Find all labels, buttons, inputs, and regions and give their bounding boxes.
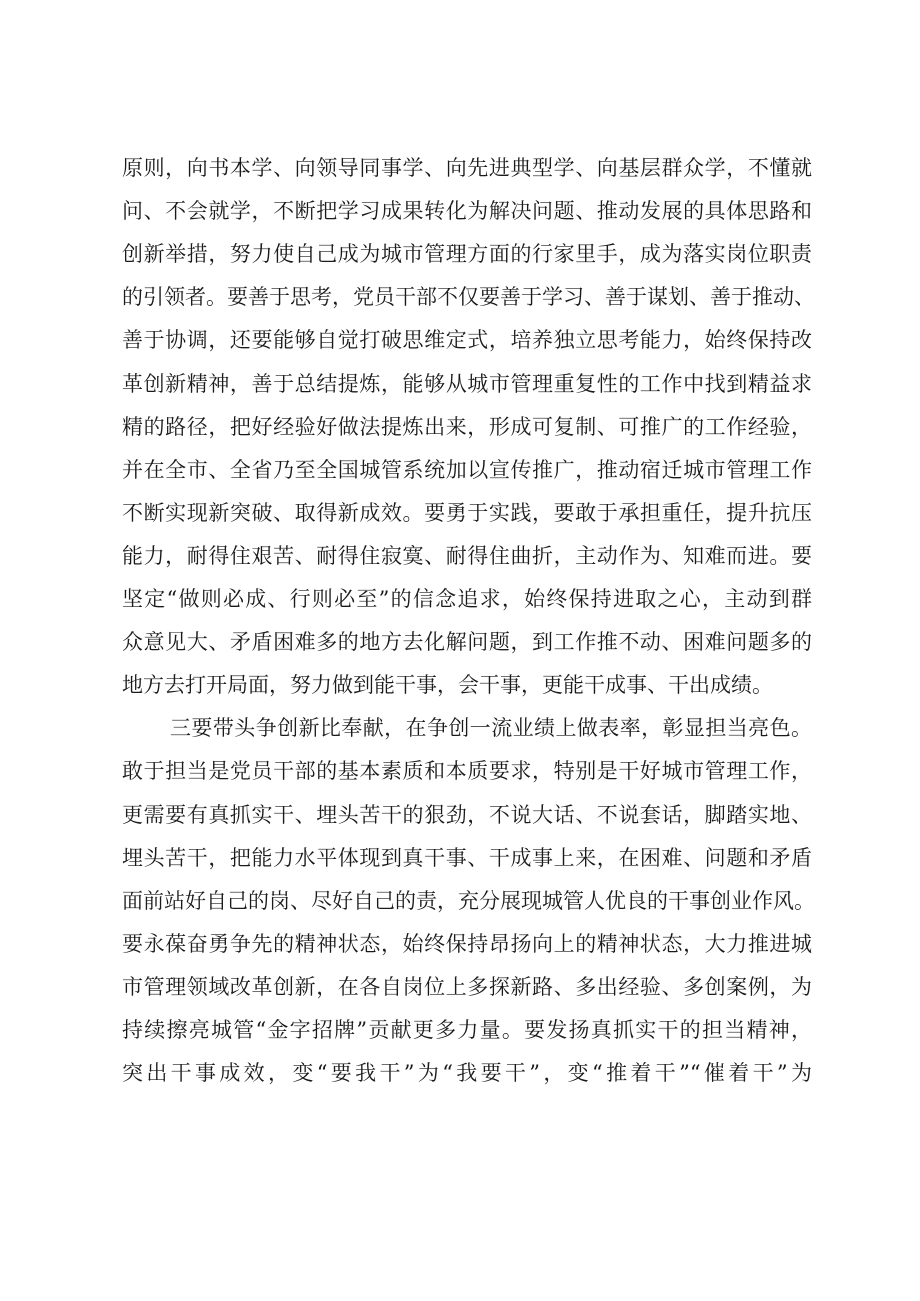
text-line: 创新举措，努力使自己成为城市管理方面的行家里手，成为落实岗位职责 xyxy=(122,242,812,267)
text-line: 地方去打开局面，努力做到能干事，会干事，更能干成事、干出成绩。 xyxy=(122,673,773,698)
text-line: 市管理领域改革创新，在各自岗位上多探新路、多出经验、多创案例，为 xyxy=(122,974,812,999)
text-line: 众意见大、矛盾困难多的地方去化解问题，到工作推不动、困难问题多的 xyxy=(122,630,812,655)
text-line: 持续擦亮城管“金字招牌”贡献更多力量。要发扬真抓实干的担当精神， xyxy=(122,1018,812,1042)
text-line: 更需要有真抓实干、埋头苦干的狠劲，不说大话、不说套话，脚踏实地、 xyxy=(122,802,812,827)
text-line: 敢于担当是党员干部的基本素质和本质要求，特别是干好城市管理工作， xyxy=(122,759,812,784)
text-line: 要永葆奋勇争先的精神状态，始终保持昂扬向上的精神状态，大力推进城 xyxy=(122,931,812,956)
text-line: 坚定“做则必成、行则必至”的信念追求，始终保持进取之心，主动到群 xyxy=(122,587,812,611)
text-line: 并在全市、全省乃至全国城管系统加以宣传推广，推动宿迁城市管理工作 xyxy=(122,457,812,482)
text-line: 不断实现新突破、取得新成效。要勇于实践，要敢于承担重任，提升抗压 xyxy=(122,500,812,525)
text-line: 突出干事成效，变“要我干”为“我要干”，变“推着干”“催着干”为 xyxy=(122,1061,812,1086)
text-line: 问、不会就学，不断把学习成果转化为解决问题、推动发展的具体思路和 xyxy=(122,199,812,224)
text-line: 善于协调，还要能够自觉打破思维定式，培养独立思考能力，始终保持改 xyxy=(122,328,812,353)
text-line: 三要带头争创新比奉献，在争创一流业绩上做表率，彰显担当亮色。 xyxy=(170,716,812,741)
text-line: 面前站好自己的岗、尽好自己的责，充分展现城管人优良的干事创业作风。 xyxy=(122,888,815,913)
text-line: 的引领者。要善于思考，党员干部不仅要善于学习、善于谋划、善于推动、 xyxy=(122,285,815,310)
text-line: 革创新精神，善于总结提炼，能够从城市管理重复性的工作中找到精益求 xyxy=(122,371,812,396)
text-line: 能力，耐得住艰苦、耐得住寂寞、耐得住曲折，主动作为、知难而进。要 xyxy=(122,543,812,568)
text-line: 埋头苦干，把能力水平体现到真干事、干成事上来，在困难、问题和矛盾 xyxy=(122,845,812,870)
text-line: 精的路径，把好经验好做法提炼出来，形成可复制、可推广的工作经验， xyxy=(122,414,812,439)
text-line: 原则，向书本学、向领导同事学、向先进典型学、向基层群众学，不懂就 xyxy=(122,156,812,180)
